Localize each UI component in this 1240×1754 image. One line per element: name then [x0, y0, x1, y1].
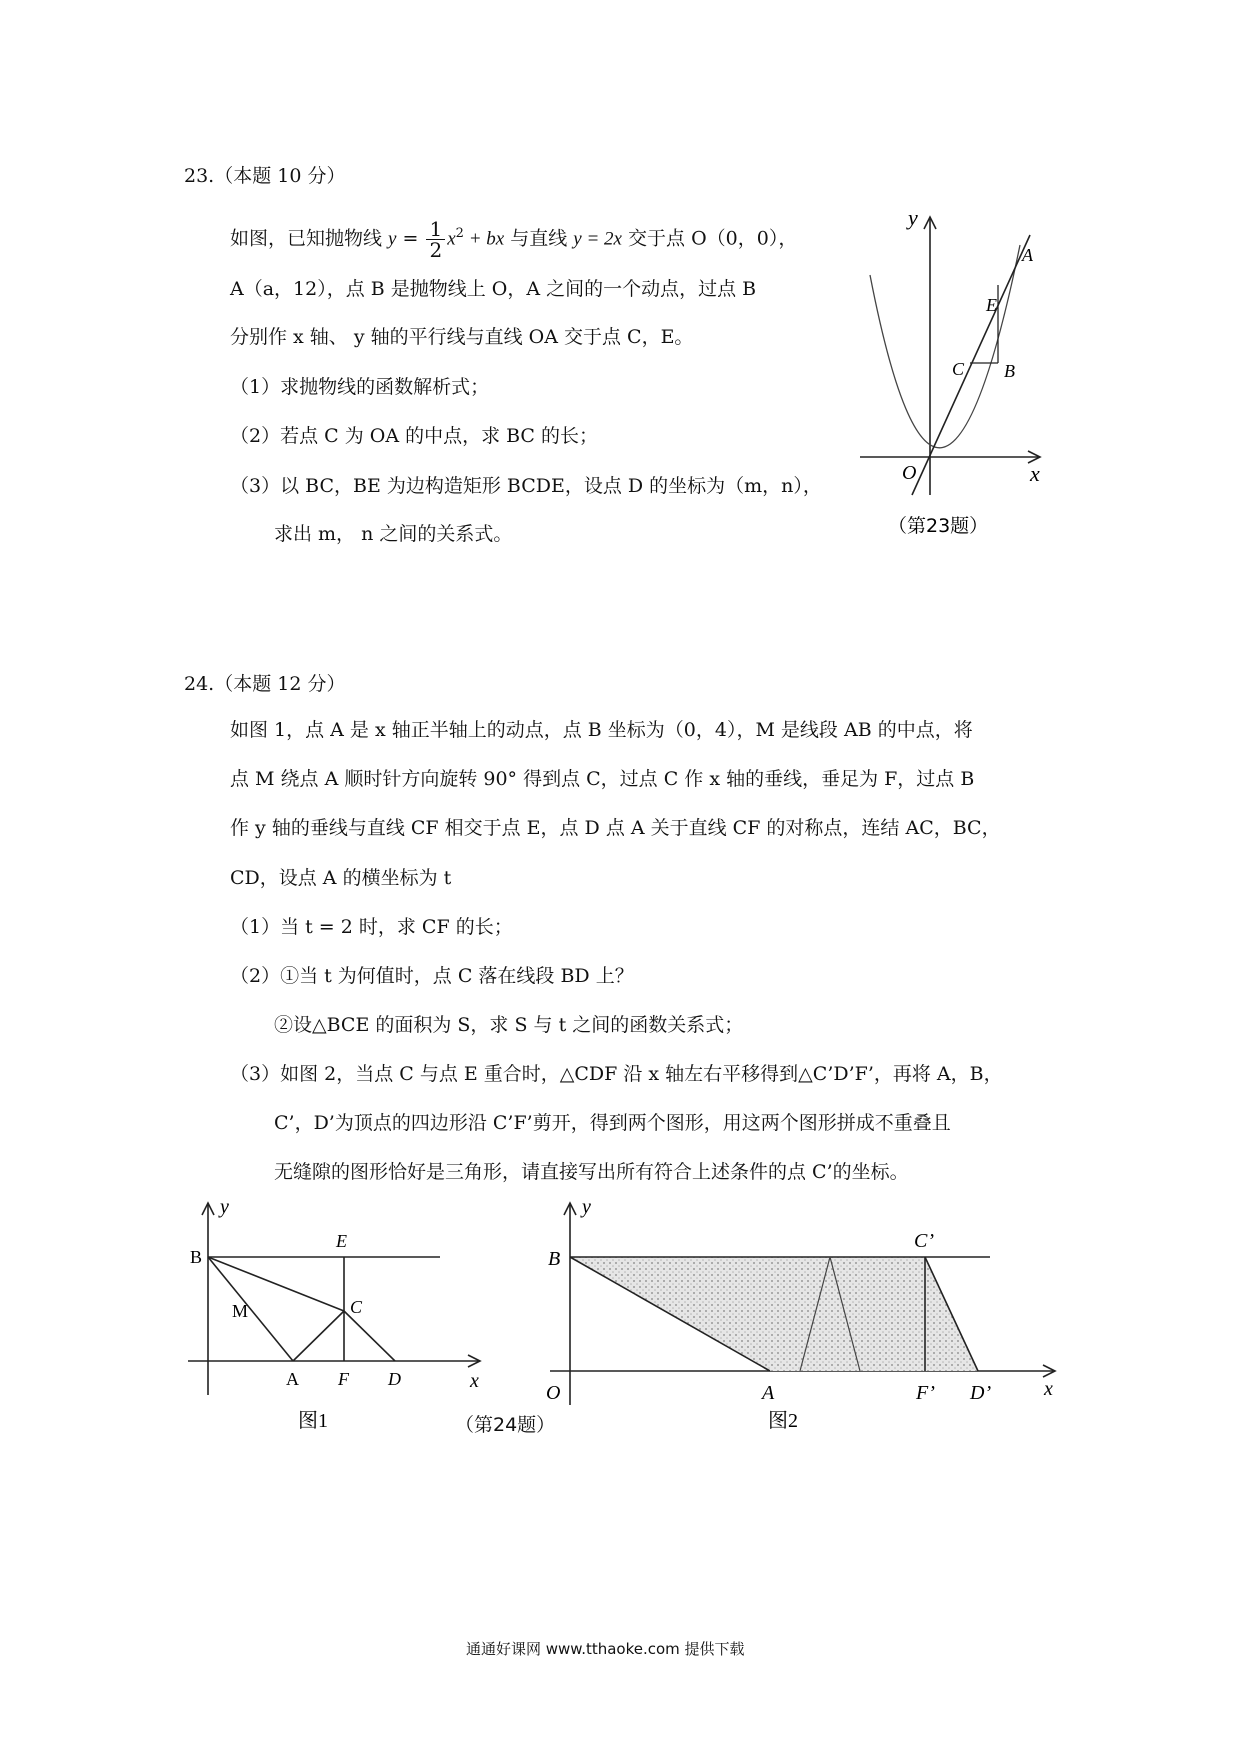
fig2-label-f: F’: [916, 1382, 935, 1404]
q24-item2a: （2）①当 t 为何值时，点 C 落在线段 BD 上？: [230, 965, 634, 987]
fig2-label-o: O: [546, 1382, 561, 1404]
q23-label-o: O: [902, 462, 917, 484]
fig1-line-bc: [208, 1257, 344, 1311]
fig1-line-ba: [208, 1257, 293, 1361]
fig1-label-m: M: [232, 1301, 249, 1321]
q23-eq-sup: 2: [455, 226, 464, 241]
fig2-shaded-region: [570, 1257, 978, 1371]
fig1-line-ac: [293, 1311, 344, 1361]
q23-item3b: 求出 m， n 之间的关系式。: [274, 523, 513, 545]
q23-line3: 分别作 x 轴、 y 轴的平行线与直线 OA 交于点 C，E。: [230, 326, 694, 348]
q23-item1: （1）求抛物线的函数解析式；: [230, 376, 490, 398]
q24-p4: CD，设点 A 的横坐标为 t: [230, 867, 452, 889]
fig2-label-d: D’: [970, 1382, 992, 1404]
fig1-label-e: E: [336, 1231, 347, 1251]
q23-eq-line: y = 2x: [573, 228, 622, 250]
q23-fraction: [426, 216, 445, 262]
fig2-label-b: B: [548, 1248, 561, 1270]
q24-item3c: 无缝隙的图形恰好是三角形，请直接写出所有符合上述条件的点 C’的坐标。: [274, 1161, 909, 1183]
q23-item2: （2）若点 C 为 OA 的中点，求 BC 的长；: [230, 425, 599, 447]
q23-label-x: x: [1030, 461, 1040, 486]
fig1-label-f: F: [338, 1369, 349, 1389]
fig1-label-b: B: [190, 1247, 203, 1267]
q24-item3a: （3）如图 2，当点 C 与点 E 重合时，△CDF 沿 x 轴左右平移得到△C’D’F’，再将 A，B，: [230, 1063, 1003, 1085]
q23-figure: [850, 205, 1060, 540]
q23-item3a: （3）以 BC，BE 为边构造矩形 BCDE，设点 D 的坐标为（m，n），: [230, 475, 822, 497]
q23-line2: A（a，12），点 B 是抛物线上 O，A 之间的一个动点，过点 B: [230, 278, 757, 300]
fig2-label-c: C’: [914, 1230, 934, 1252]
q24-item1: （1）当 t = 2 时，求 CF 的长；: [230, 916, 513, 938]
fig2-label-a: A: [762, 1382, 775, 1404]
q23-intro-b: 与直线: [504, 227, 574, 250]
q23-eq-bx: + bx: [463, 228, 505, 250]
fig2-label-y: y: [582, 1196, 591, 1218]
q23-intro-a: 如图，已知抛物线: [230, 227, 389, 250]
fig1-label-y: y: [220, 1196, 229, 1218]
q24-figure-2: [530, 1195, 1070, 1445]
fig2-label-x: x: [1044, 1378, 1053, 1400]
q24-caption: （第24题）: [455, 1414, 556, 1436]
fig1-label-x: x: [470, 1370, 479, 1392]
q23-label-e: E: [986, 295, 997, 315]
q24-heading: 24.（本题 12 分）: [184, 673, 346, 695]
q23-intro: [230, 214, 797, 260]
page-footer: 通通好课网 www.tthaoke.com 提供下载: [466, 1640, 745, 1658]
q23-label-a: A: [1022, 245, 1033, 265]
q24-figure-1: [180, 1195, 500, 1445]
q23-eq-y: y: [388, 228, 397, 250]
q23-frac-den: 2: [429, 237, 443, 262]
q23-eq-x: x: [447, 228, 456, 250]
q23-heading: 23.（本题 10 分）: [184, 165, 346, 187]
fig1-label-a: A: [286, 1369, 299, 1389]
fig1-label-c: C: [350, 1297, 363, 1317]
fig1-label-d: D: [388, 1369, 401, 1389]
q23-label-b: B: [1004, 361, 1015, 381]
q24-p3: 作 y 轴的垂线与直线 CF 相交于点 E，点 D 点 A 关于直线 CF 的对称点，连结 AC，BC，: [230, 817, 1001, 839]
q24-p2: 点 M 绕点 A 顺时针方向旋转 90° 得到点 C，过点 C 作 x 轴的垂线，垂足为 F，过点 B: [230, 768, 975, 790]
q23-label-y: y: [908, 205, 918, 230]
q24-item2b: ②设△BCE 的面积为 S，求 S 与 t 之间的函数关系式；: [274, 1014, 744, 1036]
q23-frac-num: 1: [426, 219, 445, 240]
q24-item3b: C’，D’为顶点的四边形沿 C’F’剪开，得到两个图形，用这两个图形拼成不重叠且: [274, 1112, 951, 1134]
q23-caption: （第23题）: [888, 515, 989, 537]
fig1-caption: 图1: [298, 1410, 328, 1432]
q23-label-c: C: [952, 359, 965, 379]
q24-p1: 如图 1，点 A 是 x 轴正半轴上的动点，点 B 坐标为（0，4），M 是线段 AB 的中点，将: [230, 719, 973, 741]
q23-intro-c: 交于点 O（0，0），: [621, 227, 798, 250]
q23-eq-eq: =: [396, 227, 425, 250]
fig2-caption: 图2: [768, 1410, 798, 1432]
fig1-line-cd: [344, 1311, 395, 1361]
